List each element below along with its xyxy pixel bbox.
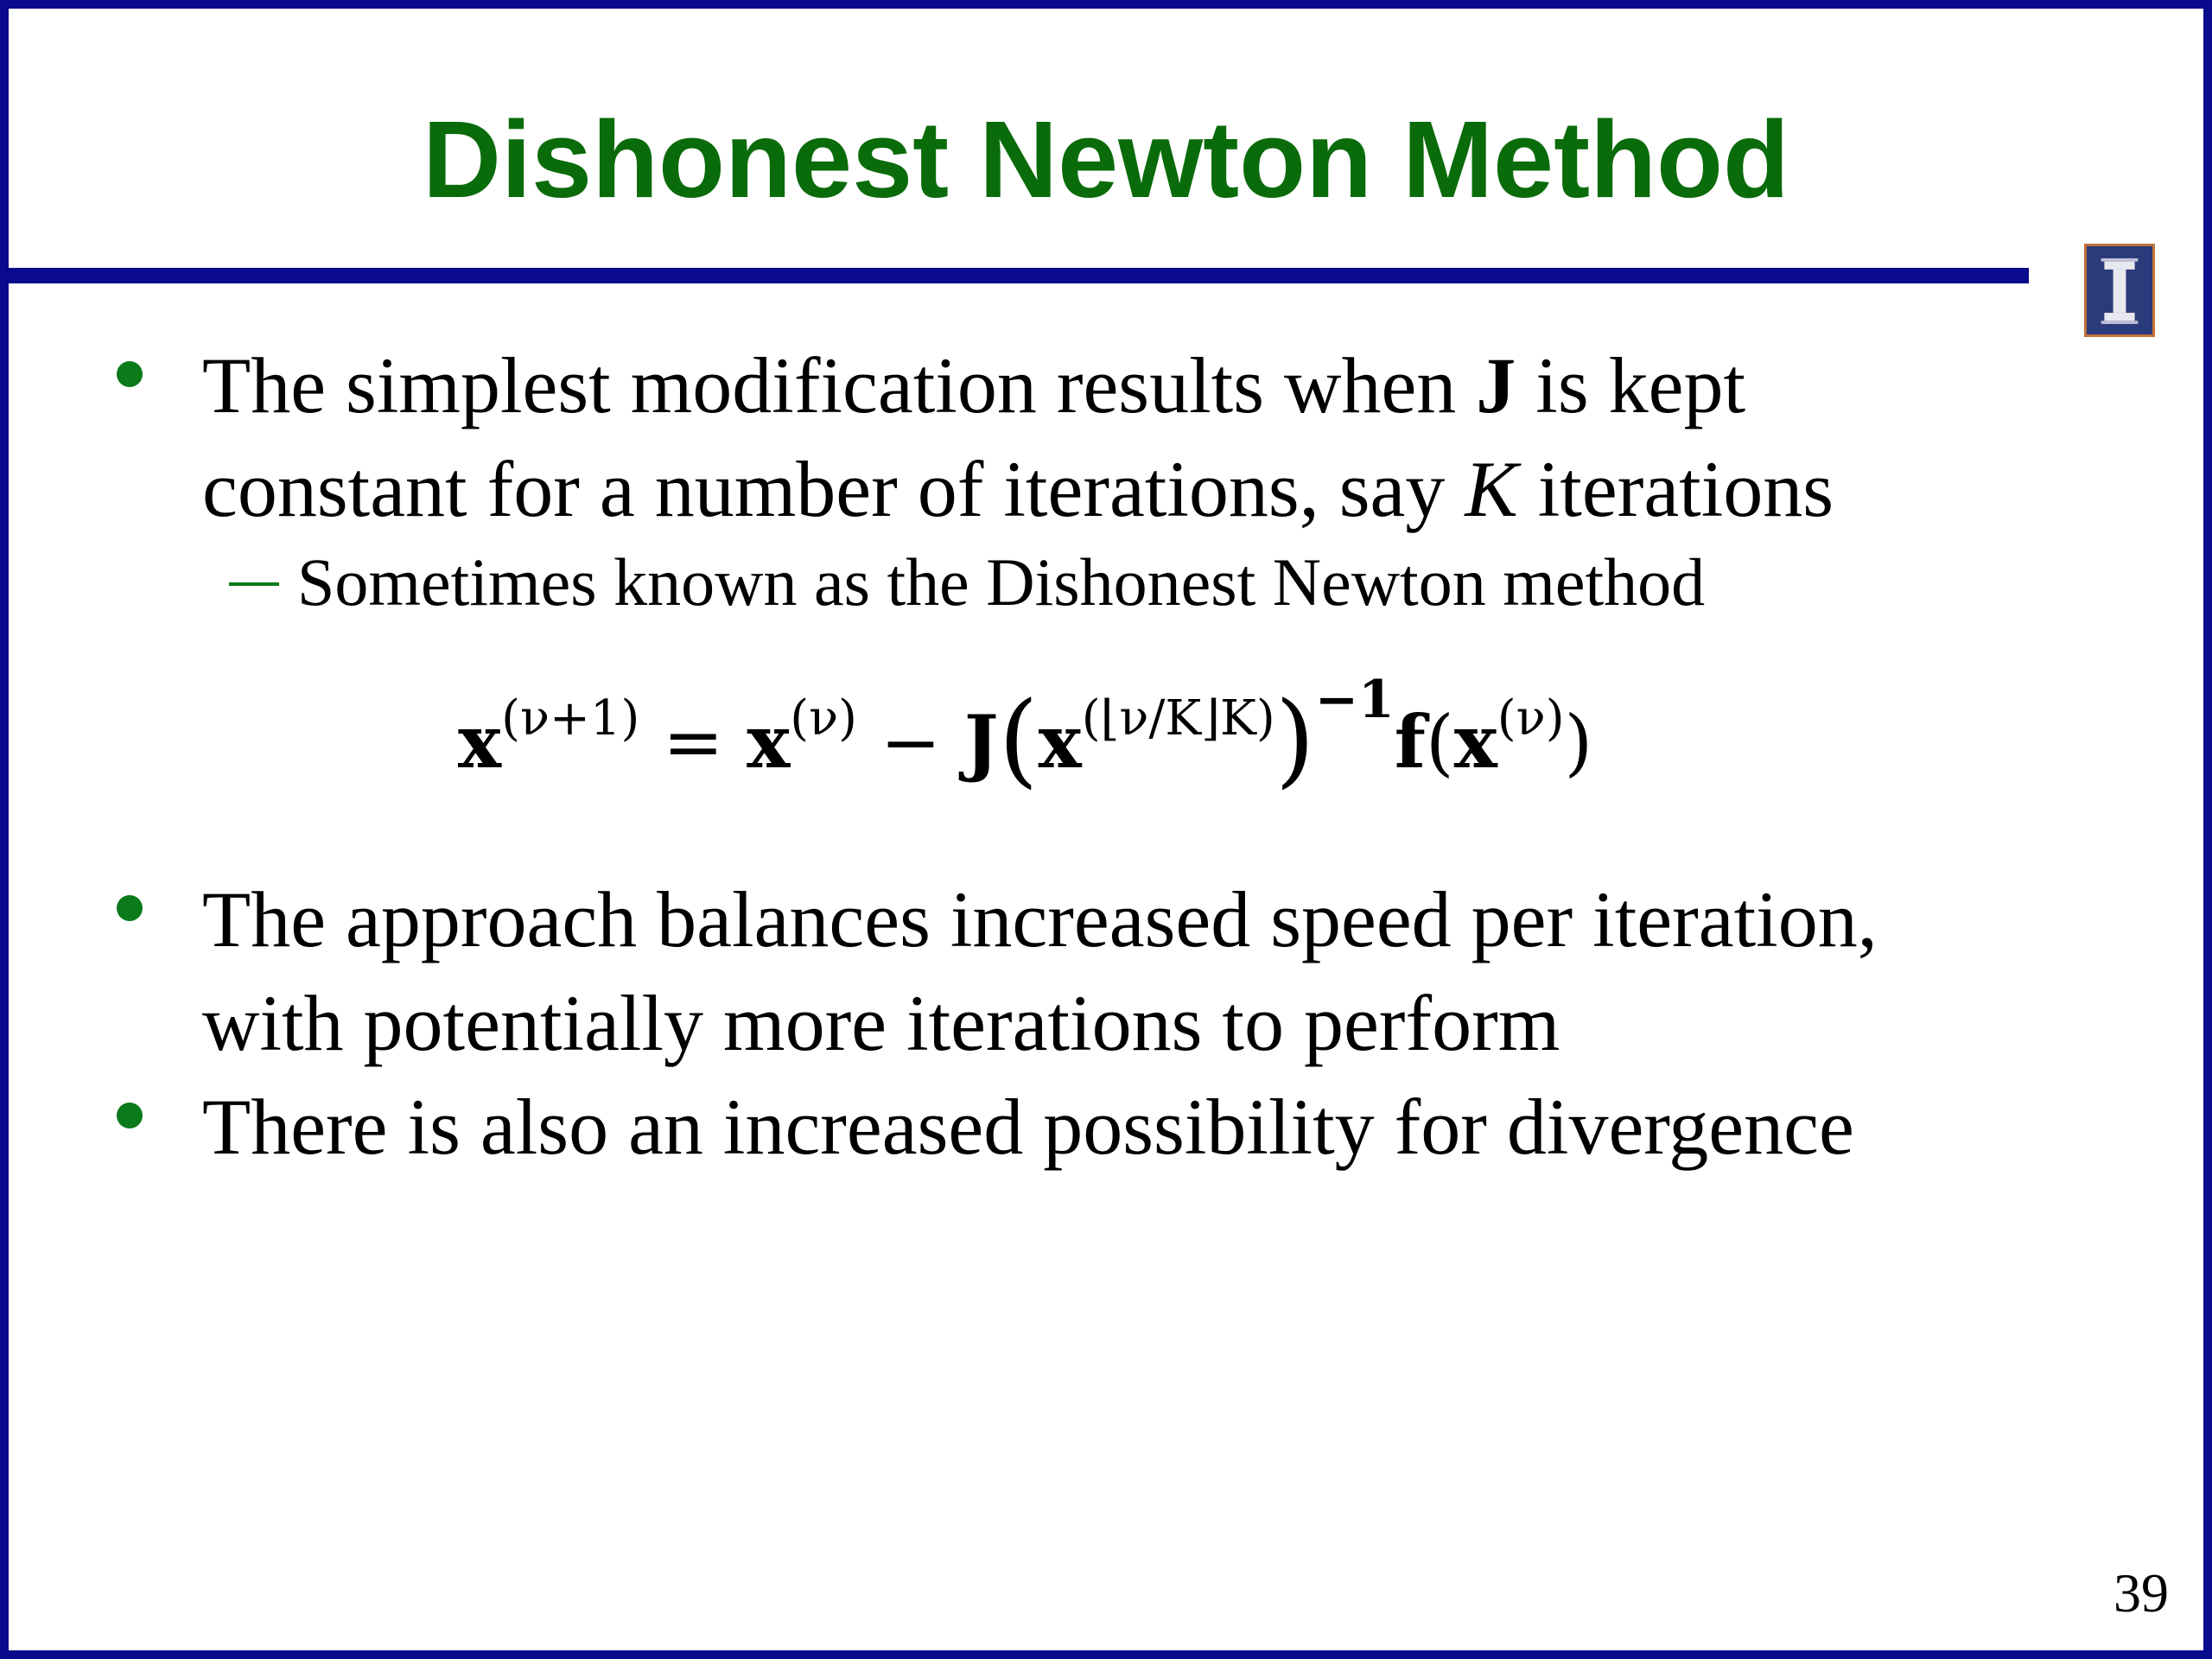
bullet-1-text-2: constant for a number of iterations, say (202, 445, 1465, 533)
page-number: 39 (2113, 1562, 2169, 1624)
eq-equals: = (639, 700, 747, 785)
bullet-1-line-2 (202, 437, 1834, 541)
sub-bullet-text: Sometimes known as the Dishonest Newton method (297, 544, 1706, 620)
eq-func-sup: (ν) (1497, 690, 1565, 747)
title-divider (9, 268, 2029, 283)
eq-inner-x: x (1038, 699, 1082, 785)
bullet-marker (117, 1103, 143, 1128)
bullet-1-text: The simplest modification results when (202, 341, 1477, 429)
illinois-block-i-logo-icon (2084, 244, 2155, 337)
eq-func-open: ( (1425, 700, 1454, 785)
bullet-1-line-1 (202, 334, 1745, 437)
bullet-3-line-1: There is also an increased possibility for divergence (202, 1083, 1854, 1171)
eq-lhs-sup: (ν+1) (501, 690, 640, 747)
bullet-1-text-2-end: iterations (1517, 445, 1834, 533)
eq-func-close: ) (1564, 700, 1593, 785)
eq-minus: − (857, 700, 964, 785)
bullet-2-line-2: with potentially more iterations to perform (202, 979, 1560, 1067)
eq-lhs-x: x (458, 699, 502, 785)
bullet-2-line-1: The approach balances increased speed per iteration, (202, 875, 1878, 963)
eq-inner-sup: (⌊ν/K⌋K) (1081, 690, 1275, 747)
eq-close-paren: ) (1274, 679, 1315, 798)
eq-open-paren: ( (998, 679, 1039, 798)
eq-func: f (1394, 699, 1426, 785)
bullet-1-jacobian: J (1476, 341, 1516, 429)
newton-equation (458, 639, 1592, 803)
slide-title: Dishonest Newton Method (423, 99, 1789, 220)
eq-inverse-sup: −1 (1314, 670, 1395, 730)
bullet-marker (117, 895, 143, 921)
bullet-1-k-variable: K (1465, 445, 1518, 533)
eq-jacobian: J (963, 699, 999, 785)
eq-rhs-x: x (747, 699, 791, 785)
bullet-marker (117, 361, 143, 387)
sub-bullet-dash (229, 582, 279, 586)
bullet-1-text-end: is kept (1516, 341, 1746, 429)
eq-func-x: x (1453, 699, 1497, 785)
eq-rhs-sup: (ν) (790, 690, 858, 747)
